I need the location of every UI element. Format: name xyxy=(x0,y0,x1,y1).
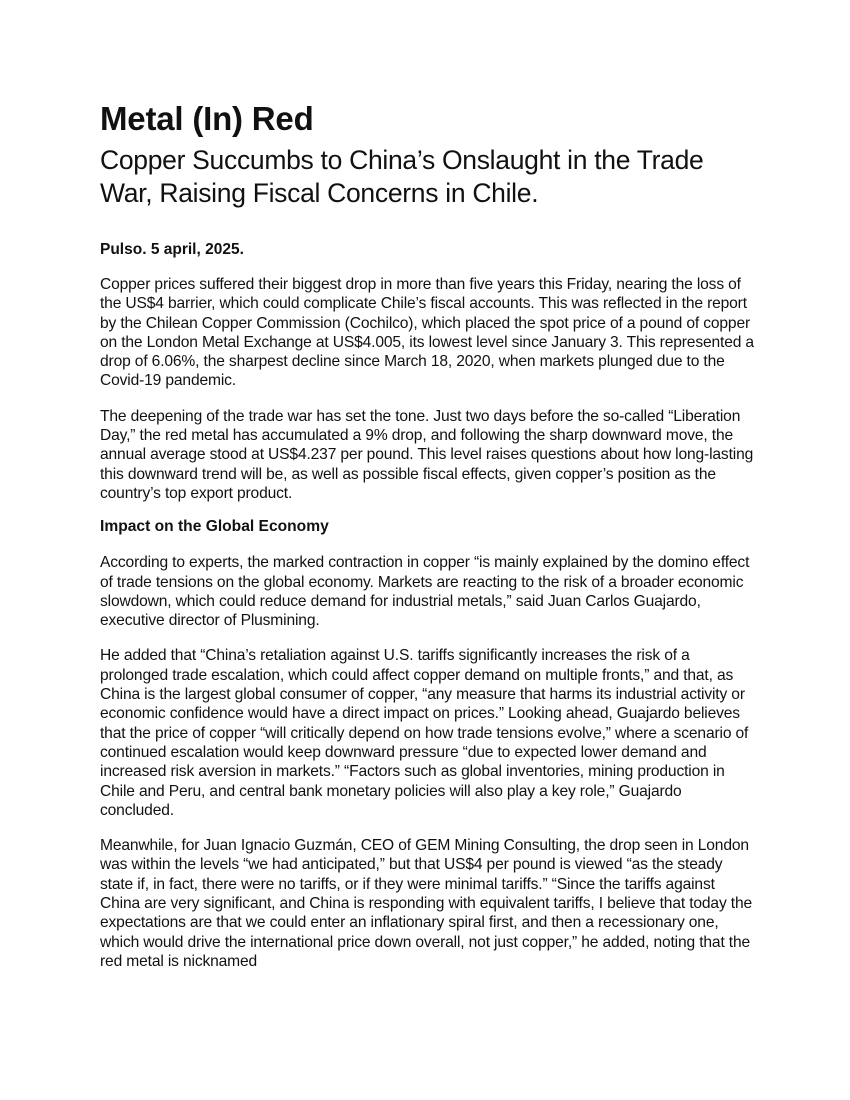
paragraph-2: The deepening of the trade war has set the tone. Just two days before the so-called “Liberation Day,” the red metal has accumulated a 9% drop, and following the sharp downward move, the annual average stood at US$4.237 per pound. This level raises questions about how long-lasting this downward trend will be, as well as possible fiscal effects, given copper’s position as the country’s top export product. xyxy=(100,407,754,502)
paragraph-1: Copper prices suffered their biggest drop in more than five years this Friday, nearing the loss of the US$4 barrier, which could complicate Chile’s fiscal accounts. This was reflected in the report by the Chilean Copper Commission (Cochilco), which placed the spot price of a pound of copper on the London Metal Exchange at US$4.005, its lowest level since January 3. This represented a drop of 6.06%, the sharpest decline since March 18, 2020, when markets plunged due to the Covid-19 pandemic. xyxy=(100,276,754,390)
paragraph-4: He added that “China’s retaliation against U.S. tariffs significantly increases the risk of a prolonged trade escalation, which could affect copper demand on multiple fronts,” and that, as China is the largest global consumer of copper, “any measure that harms its industrial activity or economic confidence would have a direct impact on prices.” Looking ahead, Guajardo believes that the price of copper “will critically depend on how trade tensions evolve,” where a scenario of continued escalation would keep downward pressure “due to expected lower demand and increased risk aversion in markets.” “Factors such as global inventories, mining production in Chile and Peru, and central bank monetary policies will also play a key role,” Guajardo concluded. xyxy=(100,647,749,819)
paragraph-3: According to experts, the marked contraction in copper “is mainly explained by the domino effect of trade tensions on the global economy. Markets are reacting to the risk of a broader economic slowdown, which could reduce demand for industrial metals,” said Juan Carlos Guajardo, executive director of Plusmining. xyxy=(100,554,750,630)
article-byline: Pulso. 5 april, 2025. xyxy=(100,241,244,258)
document-page xyxy=(100,100,755,971)
paragraph-5: Meanwhile, for Juan Ignacio Guzmán, CEO of GEM Mining Consulting, the drop seen in London was within the levels “we had anticipated,” but that US$4 per pound is viewed “as the steady state if, in fact, there were no tariffs, or if they were minimal tariffs.” “Since the tariffs against China are very significant, and China is responding with equivalent tariffs, I believe that today the expectations are that we could enter an inflationary spiral first, and then a recessionary one, which would drive the international price down overall, not just copper,” he added, noting that the red metal is nicknamed xyxy=(100,837,753,970)
article-title: Metal (In) Red xyxy=(100,100,314,137)
article-subtitle: Copper Succumbs to China’s Onslaught in the Trade War, Raising Fiscal Concerns in Chile. xyxy=(100,145,704,208)
section-heading: Impact on the Global Economy xyxy=(100,518,329,536)
